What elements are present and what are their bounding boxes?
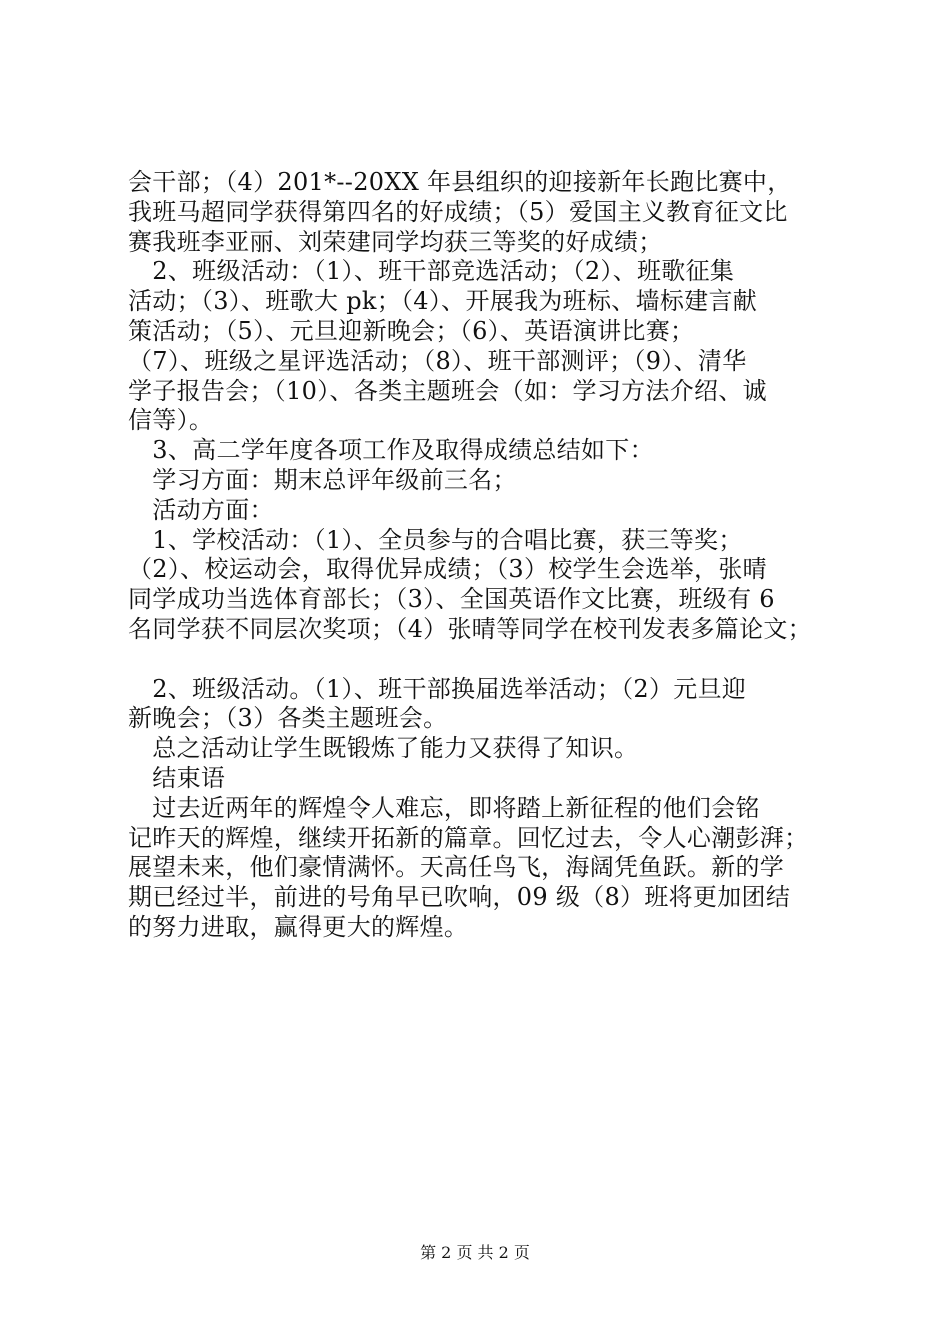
text-line: 学子报告会；（10）、各类主题班会（如：学习方法介绍、诚 xyxy=(128,376,767,405)
text-line: 3、高二学年度各项工作及取得成绩总结如下： xyxy=(128,436,654,465)
text-line: 2、班级活动。（1）、班干部换届选举活动；（2）元旦迎 xyxy=(128,674,747,703)
text-line: （2）、校运动会，取得优异成绩；（3）校学生会选举，张晴 xyxy=(128,555,767,584)
text-line: 我班马超同学获得第四名的好成绩；（5）爱国主义教育征文比 xyxy=(128,197,788,226)
blank-line xyxy=(128,645,828,675)
text-line: 2、班级活动：（1）、班干部竞选活动；（2）、班歌征集 xyxy=(128,257,735,286)
text-line: 会干部；（4）201*--20XX 年县组织的迎接新年长跑比赛中， xyxy=(128,168,792,196)
text-line: 1、学校活动：（1）、全员参与的合唱比赛，获三等奖； xyxy=(128,525,743,554)
text-line: 名同学获不同层次奖项；（4）张晴等同学在校刊发表多篇论文； xyxy=(128,614,812,643)
text-line: 学习方面：期末总评年级前三名； xyxy=(128,465,517,494)
document-body xyxy=(128,168,828,943)
text-line: 赛我班李亚丽、刘荣建同学均获三等奖的好成绩； xyxy=(128,227,663,256)
text-line: 策活动；（5）、元旦迎新晚会；（6）、英语演讲比赛； xyxy=(128,316,695,345)
text-line: （7）、班级之星评选活动；（8）、班干部测评；（9）、清华 xyxy=(128,346,747,375)
text-line: 结束语 xyxy=(128,763,226,792)
text-line: 记昨天的辉煌，继续开拓新的篇章。回忆过去，令人心潮彭湃； xyxy=(128,823,809,852)
text-line: 新晚会；（3）各类主题班会。 xyxy=(128,704,448,733)
text-line: 总之活动让学生既锻炼了能力又获得了知识。 xyxy=(128,734,639,763)
text-line: 的努力进取，赢得更大的辉煌。 xyxy=(128,912,469,941)
text-line: 活动；（3）、班歌大 pk；（4）、开展我为班标、墙标建言献 xyxy=(128,287,758,316)
text-line: 展望未来，他们豪情满怀。天高任鸟飞，海阔凭鱼跃。新的学 xyxy=(128,853,785,882)
text-line: 过去近两年的辉煌令人难忘，即将踏上新征程的他们会铭 xyxy=(128,793,760,822)
text-line: 期已经过半，前进的号角早已吹响，09 级（8）班将更加团结 xyxy=(128,883,791,912)
page-footer xyxy=(0,1243,950,1263)
text-line: 活动方面： xyxy=(128,495,274,524)
text-line: 信等）。 xyxy=(128,406,214,435)
page-number-label: 第 2 页 共 2 页 xyxy=(420,1243,530,1262)
text-line: 同学成功当选体育部长；（3）、全国英语作文比赛，班级有 6 xyxy=(128,585,775,614)
